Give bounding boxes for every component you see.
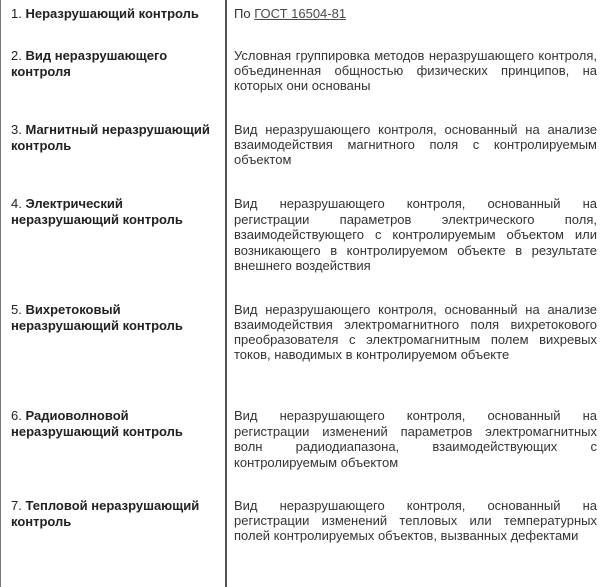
definition-cell [234,6,597,21]
term-cell [11,408,217,440]
definition-prefix: По [234,6,251,21]
term-number: 6. [11,408,22,423]
term-cell [11,122,217,154]
term-name: Вихретоковый неразрушающий контроль [11,302,183,333]
term-number: 3. [11,122,22,137]
definition-text: Вид неразрушающего контроля, основанный на анализе взаимодействия электромагнитного поля вихретокового преобразователя с электромагнитным полем вихревых токов, наводимых в контролируемом объекте [234,302,597,362]
term-number: 1. [11,6,22,21]
definition-text: Вид неразрушающего контроля, основанный на регистрации изменений тепловых или температурных полей контролируемых объектов, вызванных дефектами [234,498,597,543]
term-name: Электрический неразрушающий контроль [11,196,183,227]
term-number: 2. [11,48,22,63]
definition-text: Вид неразрушающего контроля, основанный на регистрации изменений параметров электромагнитных волн радиодиапазона, взаимодействующих с контролируемым объектом [234,408,597,470]
definition-text: Вид неразрушающего контроля, основанный на регистрации параметров электрического поля, взаимодействующего с контролируемым объектом или возникающего в контролируемом объекте в результате внешнего воздействия [234,196,597,273]
term-name: Вид неразрушающего контроля [11,48,168,79]
term-number: 5. [11,302,22,317]
definition-text: Условная группировка методов неразрушающего контроля, объединенная общностью физических принципов, на которых они основаны [234,48,597,93]
term-name: Радиоволновой неразрушающий контроль [11,408,183,439]
definition-text: Вид неразрушающего контроля, основанный на анализе взаимодействия магнитного поля с контролируемым объектом [234,122,597,167]
term-number: 7. [11,498,22,513]
term-name: Тепловой неразрушающий контроль [11,498,200,529]
term-cell [11,48,217,80]
column-divider [225,0,227,587]
term-name: Магнитный неразрушающий контроль [11,122,210,153]
term-cell [11,196,217,228]
term-cell [11,498,217,530]
term-cell [11,6,217,22]
gost-link[interactable]: ГОСТ 16504-81 [254,6,347,21]
term-name: Неразрушающий контроль [25,6,199,21]
term-cell [11,302,217,334]
term-number: 4. [11,196,22,211]
